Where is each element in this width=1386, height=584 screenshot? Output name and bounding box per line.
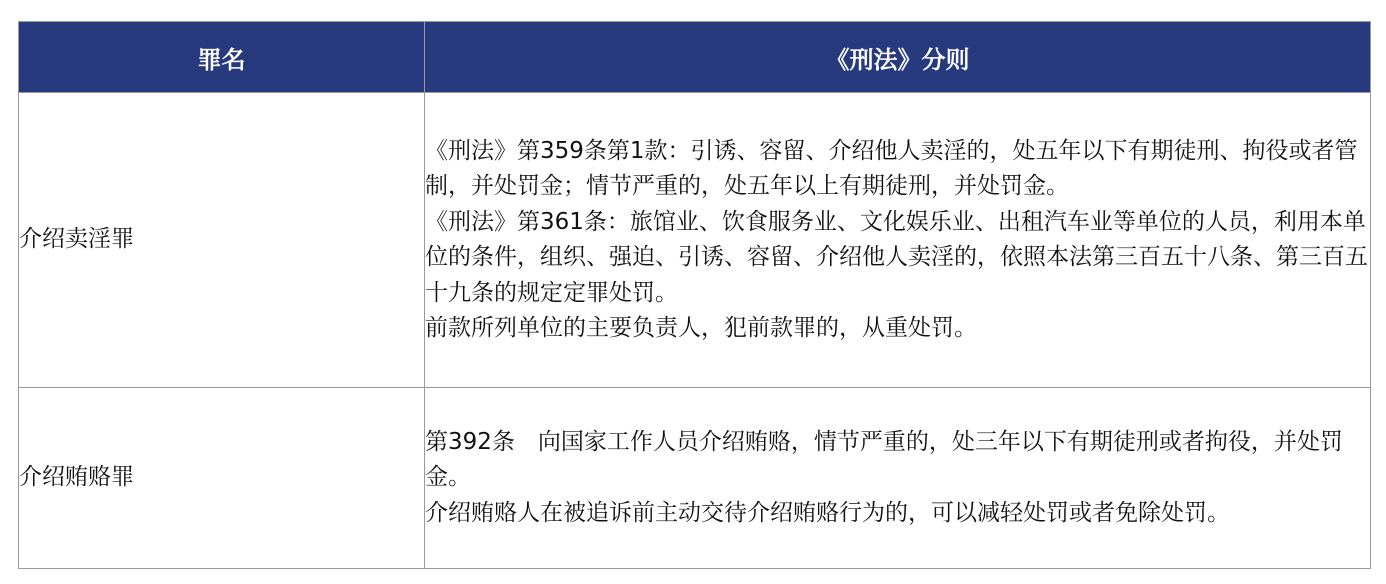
law-table-container	[18, 21, 1371, 569]
law-table	[18, 21, 1371, 569]
law-text-cell	[425, 93, 1371, 388]
law-paragraph: 前款所列单位的主要负责人，犯前款罪的，从重处罚。	[425, 315, 977, 341]
law-paragraph: 《刑法》第359条第1款：引诱、容留、介绍他人卖淫的，处五年以下有期徒刑、拘役或者管制，并处罚金；情节严重的，处五年以上有期徒刑，并处罚金。	[425, 137, 1358, 199]
header-criminal-law-articles: 《刑法》分则	[425, 22, 1371, 93]
header-crime-name: 罪名	[19, 22, 425, 93]
law-text-cell	[425, 388, 1371, 569]
table-row	[19, 93, 1371, 388]
table-row	[19, 388, 1371, 569]
crime-name-cell: 介绍贿赂罪	[19, 388, 425, 569]
law-paragraph: 介绍贿赂人在被追诉前主动交待介绍贿赂行为的，可以减轻处罚或者免除处罚。	[425, 499, 1230, 526]
law-paragraph: 《刑法》第361条：旅馆业、饮食服务业、文化娱乐业、出租汽车业等单位的人员，利用本单位的条件，组织、强迫、引诱、容留、介绍他人卖淫的，依照本法第三百五十八条、第三百五十九条的规定定罪处罚。	[425, 208, 1368, 306]
law-paragraph: 第392条 向国家工作人员介绍贿赂，情节严重的，处三年以下有期徒刑或者拘役，并处罚金。	[425, 428, 1343, 491]
table-header-row	[19, 22, 1371, 93]
crime-name-cell: 介绍卖淫罪	[19, 93, 425, 388]
